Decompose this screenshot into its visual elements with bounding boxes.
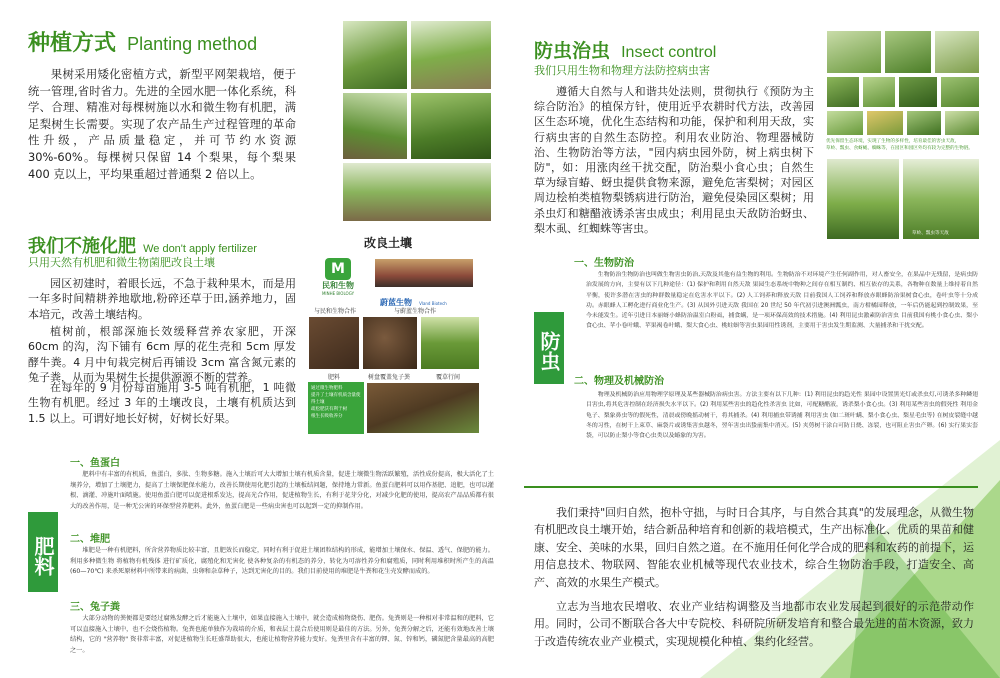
- insect-photo-2: [884, 30, 932, 74]
- fertilizer-para-2: 植树前，根部深施长效缓释营养农家肥，开深 60cm 的沟，沟下铺有 6cm 厚的花生壳和 5cm 厚发酵牛粪。4 月中旬栽完树后再铺设 3cm 富含氮元素的兔子粪，从而为果树生长提供源源不断的营养。: [28, 325, 296, 385]
- caption-grass-row: 覆草行间: [436, 374, 461, 381]
- insect-photo-5: [862, 76, 896, 108]
- fertilizer-subtitle: 只用天然有机肥和微生物菌肥改良土壤: [28, 256, 215, 269]
- soil-photo: [366, 382, 480, 434]
- insect-title-en: Insect control: [621, 44, 717, 61]
- vland-logo: [380, 290, 464, 307]
- insect-photo-10: [906, 110, 942, 136]
- compost-text: 堆肥是一种有机肥料，所含营养物质比较丰富，且肥效长而稳定，同时有利于促进土壤团粒结构的形成，能增加土壤保水、保温、透气、保肥的能力。利用多种微生物 将植物有机残体 进行矿质化，腐殖化和无害化 使各种复杂的有机态的养分，转化为可溶性养分和腐殖质，同时利用堆积时所产生的高温 (60—70℃) 来杀死原材料中所带来的病菌、虫卵和杂草种子，达到无害化的目的。我们目前使用的堆肥是牛粪和花生壳发酵而成的。: [70, 547, 494, 576]
- fertilizer-title-zh: 我们不施化肥: [28, 236, 136, 257]
- rabbit-manure-photo: [362, 316, 418, 370]
- minhe-logo-mark: M: [325, 258, 351, 280]
- insect-photo-8: [826, 110, 864, 136]
- physical-control-text: 物理及机械防治应用物理学原理及某些器械防治病虫害。方法主要有以下几种：(1) 利用昆虫的趋光性 果园中设置黑光灯或杀虫灯,可诱杀多种鳞翅目害虫,将其危害控制在经济损失水平以下。(2) 利用某些害虫的趋化性杀害虫 比如，可配糖醋液，诱杀梨小食心虫。(3) 利用某些害虫的假死性 利用金龟子、梨象鼻虫等的假死性，清晨或傍晚摇动树干，将其捕杀。(4) 利用捕虫带诱捕 利用害虫 (如二斑叶螨、梨小食心虫、梨星毛虫等) 在树皮裂缝中越冬的习性，在树干上束草、麻袋片或诱集害虫越冬，翌年害虫出蛰前集中消灭。(5) 夹剪树干涂白可防日烧、冻裂，也可阻止害虫产卵。(6) 实行果实套袋，可以防止梨小等食心虫类以及蝽象的为害。: [586, 392, 978, 440]
- fertilizer-para-1: 园区初建时，着眼长远，不急于栽种果木，而是用一年多时间精耕养地歇地,粉碎还草于田,涵养地力，固本培元，改善土壤结构。: [28, 277, 296, 321]
- insect-title: [534, 36, 716, 63]
- insect-photo-11: [944, 110, 980, 136]
- insect-photo-7: [940, 76, 980, 108]
- insect-subtitle: 我们只用生物和物理方法防控病虫害: [534, 64, 710, 77]
- caption-fertilizer: 肥料: [328, 374, 341, 381]
- insect-photo-wide-1: [826, 158, 900, 240]
- mission-para-2: 立志为当地农民增收、农业产业结构调整及当地都市农业发展起到很好的示范带动作用。同时，公司不断联合各大中专院校、科研院所研发培育和整合最先进的苗木资源，致力于改造传统农业产业模式，实现规模化种植、集约化经营。: [534, 600, 974, 648]
- coop-photo: [374, 258, 474, 288]
- fertilizer-photo: [308, 316, 360, 370]
- orchard-photo-2: [410, 20, 492, 90]
- soil-note-box: 通过微生物肥料 提升了土壤有机质含量使得土壤 疏松肥沃有利于树 根生长吸收养分: [308, 382, 364, 434]
- insect-title-zh: 防虫治虫: [534, 40, 611, 62]
- mission-para-1: 我们秉持"回归自然，抱朴守拙，与时日合其序，与自然合其真"的发展理念，从微生物有机肥改良土壤开始，结合新品种培育和创新的栽培模式，生产出标准化、优质的果苗和健康、安全、美味的水果，回归自然之道。在不施用任何化学合成的肥料和农药的前提下，运用信息技术、物联网、智能农业机械等现代农业技术，综合生物防治手段，打造安全、高产、高效的水果生产模式。: [534, 506, 974, 589]
- fertilizer-para-3: 在每年的 9 月份每亩施用 3-5 吨有机肥，1 吨微生物有机肥。经过 3 年的土壤改良，土壤有机质达到 1.5 以上。可谓好地长好树，好树长好果。: [28, 381, 296, 425]
- rabbit-manure-text: 大部分动物的粪便都是要经过腐熟发酵之后才能施入土壤中，如果直接施入土壤中，就会造成植物烧伤、肥伤。兔粪则是一种相对非常温和的肥料，它可以直接施入土壤中，也不会烧伤植物。兔粪也能单独作为栽培的介质，和表层土混合后使用则是最佳的方法。另外，兔粪分解之后，还能有效地改善土壤结构，它的 "营养物" 资非常丰富，对促进植物生长旺盛帮助很大，也能让植物营养能力变好。兔粪里含有丰富的钾、氮、锌和钙，磷氮肥含量最高的高肥之一。: [70, 615, 494, 654]
- insect-photo-4: [826, 76, 860, 108]
- caption-minhe: 与民和生物合作: [314, 308, 357, 315]
- vland-logo-name: 蔚蓝生物: [380, 298, 412, 307]
- fertilizer-title-en: We don't apply fertilizer: [143, 243, 257, 255]
- pest-control-label: 防虫: [534, 312, 564, 384]
- fertilizer-label: 肥料: [28, 512, 58, 592]
- biological-control-text: 生物防治生物防治也叫做生物害虫防治,天敌及其他有益生物的利用。生物防治不对环境产生任何副作用，对人畜安全，在果品中无残留，是病虫防治发展的方向，主要有以下几种途径：(1) 保护和利用自然天敌 果园生态系统中物种之间存在相互制约、相互依存的关系，各物种在数量上维持着自然平衡，使许多潜在害虫的种群数量稳定在危害水平以下。(2) 人工饲养和释放天敌 目前我国人工饲养和释放赤眼蜂防治果树食心虫，卷叶虫等十分成功。赤眼蜂人工孵化进行商业化生产。(3) 从国外引进天敌 我国在 20 世纪 50 年代初引进澳洲瓢虫，南方柑橘园释放，一年后仍能起到控制效果，至今未能发生。近年引进日本丽蚜小蜂防治温室白粉虱，捕食螨，是一项环保高效的技术措施。(4) 利用昆虫激素防治害虫 目前我国有桃小食心虫、梨小食心虫、苹小卷叶蛾、苹果褐卷叶蛾、梨大食心虫、桃蛀螟等害虫果园用性诱剂，主要用于害虫发生期监测、大量捕杀和干扰交配。: [586, 272, 978, 330]
- orchard-photo-3: [342, 92, 408, 160]
- planting-title: [28, 26, 257, 57]
- orchard-photo-5: [342, 162, 492, 222]
- insect-photo-caption-2: 草蛉、瓢虫、食蚜蝇、蜘蛛等，在园区和园区外均有较为完整的生物链。: [826, 146, 974, 151]
- biological-control-heading: 一、生物防治: [574, 258, 634, 269]
- planting-body: 果树采用矮化密植方式，新型平网架栽培，便于统一管理,省时省力。先进的全园水肥一体化系统，科学、合理、精准对每棵树施以水和微生物有机肥，满足梨树生长需要。实现了农产品生产过程管理的革命性升级，产品质量稳定，并可节约水资源30%-60%。每棵树只保留 14 个梨果，每个梨果 400 克以上，平均果重超过普通梨 2 倍以上。: [28, 67, 296, 181]
- planting-title-en: Planting method: [127, 34, 258, 54]
- insect-photo-1: [826, 30, 882, 74]
- insect-photo-wide-2: [902, 158, 980, 240]
- minhe-logo: [308, 258, 368, 304]
- section-divider: [524, 486, 978, 488]
- rabbit-manure-heading: 三、兔子粪: [70, 602, 120, 613]
- fish-protein-text: 肥料中有丰富的有机质，鱼蛋白，多肽、生物多糖。施入土壤后可大大增加土壤有机质含量，促进土壤微生物活跃繁殖，活性成份提高，极大活化了土壤养分，增加了土壤肥力，提高了土壤保肥保水能力，改善长期使用化肥引起的土壤板结问题，保持地力常新。鱼蛋白肥料可以用作基肥、追肥，也可以灌根、滴灌、冲施叶面喷施。使用鱼蛋白肥可以促进根系发达，提高光合作用，促进植物生长，有利于花芽分化，对减少化肥的使用，提高农产品品质都有很大的改善作用，是一种无公害的环保型营养肥料。此外，鱼蛋白肥是一些病虫害也可以起到一定的抑制作用。: [70, 471, 494, 510]
- caption-vland: 与蔚蓝生物合作: [394, 308, 437, 315]
- soil-title: 改良土壤: [364, 236, 413, 250]
- minhe-logo-name: 民和生物: [322, 281, 354, 290]
- fish-protein-heading: 一、鱼蛋白: [70, 458, 120, 469]
- insect-photo-caption-1: 优先保留生态环境，实现了生物的多样性，培育最佳的害虫天敌，: [826, 139, 960, 144]
- insect-photo-6: [898, 76, 938, 108]
- compost-heading: 二、堆肥: [70, 534, 110, 545]
- caption-rabbit-manure: 树盘覆盖兔子粪: [368, 374, 411, 381]
- planting-title-zh: 种植方式: [28, 31, 117, 56]
- insect-body: 遵循大自然与人和谐共处法则，贯彻执行《预防为主 综合防治》的植保方针，使用近乎农耕时代方法，改善园区生态环境，优化生态结构和功能，保护和利用天敌，实行病虫害的自然生态防控。利用农业防治、物理器械防治、生物防治等方法，"园内病虫园外防，树上病虫树下防"，如：用涨肉丝干扰交配，防治梨小食心虫；自然生草为绿盲蝽、蚜虫提供食物来源，避免危害梨树；对园区周边桧柏类植物梨锈病进行防治，避免侵染园区梨树；用杀虫灯和糖醋液诱杀害虫成虫；利用昆虫天敌防治蚜虫、梨木虱、红蜘蛛等害虫。: [534, 85, 814, 235]
- insect-photo-3: [934, 30, 980, 74]
- orchard-photo-1: [342, 20, 408, 90]
- physical-control-heading: 二、物理及机械防治: [574, 376, 664, 387]
- minhe-logo-en: MINHE BIOLOGY: [321, 291, 355, 296]
- insect-photo-caption-3: 草蛉、瓢虫等天敌: [912, 231, 949, 236]
- grass-row-photo: [420, 316, 480, 370]
- insect-photo-9: [866, 110, 904, 136]
- vland-logo-en: Vland Biotech: [419, 301, 447, 306]
- orchard-photo-4: [410, 92, 492, 160]
